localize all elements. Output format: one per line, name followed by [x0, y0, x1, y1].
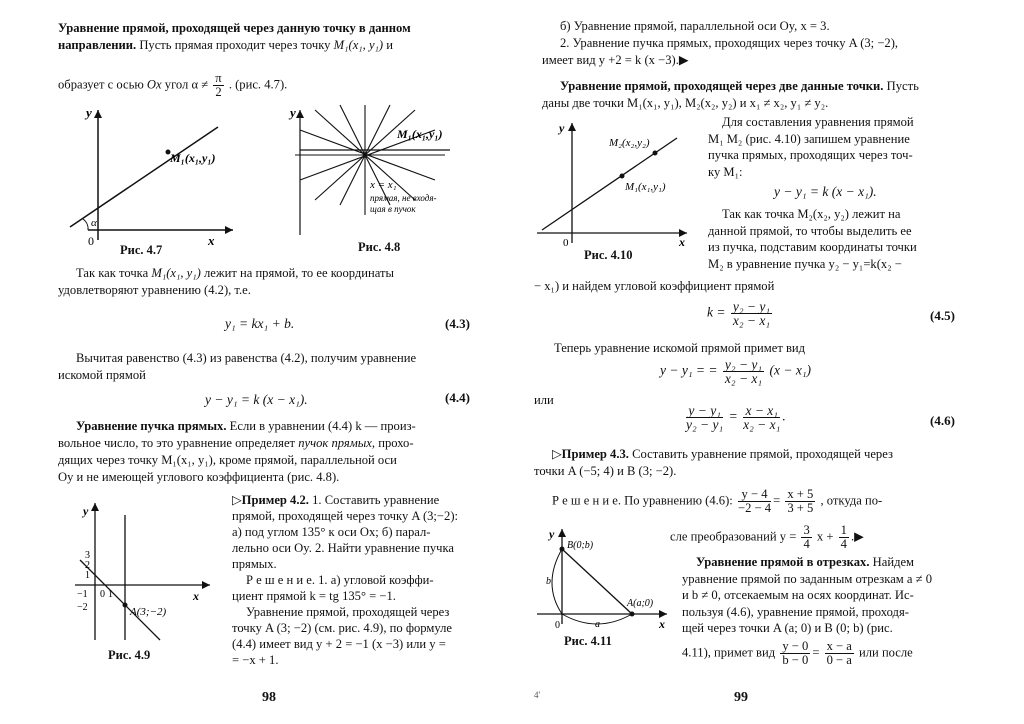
- lhs: y − y₁ = =: [660, 362, 718, 378]
- text: и b ≠ 0, отсекаемым на осях координат. Ис-: [682, 588, 914, 602]
- stray-mark: 4': [534, 690, 541, 700]
- frac-top: y − 4: [738, 488, 771, 502]
- note-line-1: прямая, не входя-: [370, 193, 437, 203]
- text: 2. Уравнение пучка прямых, проходящих через точку A (3; −2),: [560, 36, 899, 50]
- text: Oy и не имеющей углового коэффициента (рис. 4.8).: [58, 470, 340, 484]
- frac-bottom: 3 + 5: [787, 501, 814, 515]
- frac-bottom: x₂ − x₁: [732, 313, 771, 328]
- y-label: y: [559, 121, 565, 135]
- point-label: M₁(x₁, y₁): [151, 266, 201, 280]
- text: уравнение прямой по заданным отрезкам a ≠ 0: [682, 571, 932, 586]
- y-arrow: [568, 123, 576, 131]
- caption-4-10: Рис. 4.10: [584, 248, 633, 262]
- text: Пусть: [886, 79, 919, 93]
- text: б) Уравнение прямой, параллельной оси Oy, x = 3.: [560, 19, 830, 33]
- text: удовлетворяют уравнению (4.2), т.е.: [58, 283, 251, 297]
- fraction-left: [686, 404, 723, 431]
- origin-label: 0: [563, 237, 569, 249]
- text: точки A (−5; 4) и B (3; −2).: [534, 464, 677, 478]
- text: лельно оси Oy. 2. Найти уравнение пучка: [232, 541, 455, 555]
- paragraph-substitute: [708, 206, 964, 272]
- y-arrow: [94, 110, 102, 118]
- word-or: или: [534, 393, 554, 407]
- text: = −x + 1.: [232, 653, 279, 667]
- b-label: b: [546, 576, 551, 587]
- text: из пучка, подставим координаты точки: [708, 240, 917, 254]
- frac-top: x + 5: [787, 487, 814, 501]
- solution-result: [670, 524, 970, 551]
- rhs: (x − x₁): [769, 362, 812, 378]
- equation-number-4-6: (4.6): [930, 413, 955, 428]
- point-a: [123, 603, 128, 608]
- x-label: x: [193, 589, 199, 603]
- paragraph-bundle-m1: [708, 114, 958, 180]
- frac-top: y₂ − y₁: [724, 357, 763, 372]
- paragraph-now: Теперь уравнение искомой прямой примет вид: [554, 341, 806, 355]
- fraction-1: [738, 488, 771, 515]
- caption-4-7: Рис. 4.7: [120, 243, 163, 257]
- equation-number-4-5: (4.5): [930, 308, 955, 323]
- y-arrow: [91, 503, 99, 511]
- angle-arc: [83, 219, 88, 230]
- heading-segments: Уравнение прямой в отрезках.: [696, 555, 870, 569]
- point-label: M₁(x₁,y₁): [397, 127, 443, 141]
- line-ab: [562, 549, 632, 614]
- text: или после: [859, 645, 913, 660]
- text: имеет вид y +2 = k (x −3).▶: [542, 53, 689, 67]
- point-label: M₁(x₁, y₁): [333, 38, 384, 52]
- y-label: y: [83, 504, 89, 518]
- text: и: [386, 38, 394, 52]
- paragraph-segments: [682, 554, 972, 637]
- paragraph-angle: [58, 72, 468, 99]
- frac-bottom: 0 − a: [826, 653, 852, 667]
- frac-top: y − 0: [782, 639, 809, 653]
- line-135: [80, 560, 160, 640]
- note-line-2: щая в пучок: [370, 204, 416, 214]
- x-label: x: [208, 233, 215, 248]
- fraction-right: [743, 404, 780, 431]
- a-point-label: A(a;0): [627, 598, 654, 609]
- text: точку A (3; −2) (см. рис. 4.9), по формуле: [232, 621, 452, 635]
- text: образует с осью: [58, 77, 144, 92]
- figure-4-9: [75, 495, 215, 645]
- text: пользуя (4.6), уравнение прямой, проходя-: [682, 604, 909, 619]
- line: [70, 127, 218, 227]
- text: прямых.: [232, 557, 277, 571]
- point-b: [560, 547, 565, 552]
- text: (4.4) имеет вид y + 2 = −1 (x −3) или y =: [232, 637, 446, 651]
- frac-top: 1: [840, 523, 847, 537]
- text: Пусть прямая проходит через точку: [139, 38, 331, 52]
- frac-bottom: x₂ − x₁: [743, 417, 781, 432]
- equation-4-3: y₁ = kx₁ + b.: [225, 316, 295, 331]
- fraction-3: [801, 524, 811, 551]
- text: .▶: [850, 529, 864, 544]
- point-a-label: A(3;−2): [130, 606, 167, 618]
- equation-4-6: $\frac{\text{y − y₁}}{\text{y₂ − y₁}}$ = $\frac{\text{x − x₁}}{\text{x₂ − x₁}}$ .: [686, 403, 786, 432]
- paragraph-subtract: [58, 350, 478, 384]
- text: даны две точки M₁(x₁, y₁), M₂(x₂, y₂) и x₁ ≠ x₂, y₁ ≠ y₂.: [542, 96, 829, 110]
- text: Составить уравнение прямой, проходящей через: [632, 447, 893, 461]
- tick-minus-1: −1: [77, 589, 88, 600]
- text: ку M₁:: [708, 164, 743, 179]
- tick-1x: 1: [108, 589, 113, 600]
- figure-ref: . (рис. 4.7).: [228, 77, 288, 92]
- fraction: [731, 300, 772, 327]
- tick-1: 1: [85, 570, 90, 581]
- equation-line-form: [660, 358, 811, 385]
- alpha-label: α: [91, 217, 97, 229]
- text: а) под углом 135° к оси Ox; б) парал-: [232, 525, 431, 539]
- text: Так как точка: [76, 266, 149, 280]
- frac-top: 3: [803, 523, 810, 537]
- origin-label: 0: [555, 620, 560, 631]
- text: M₂ в уравнение пучка y₂ − y₁=k(x₂ −: [708, 256, 902, 271]
- paragraph-parallel-oy: [542, 18, 982, 69]
- fraction-6: [825, 640, 854, 667]
- origin-label: 0: [88, 234, 94, 248]
- frac-bottom: 4: [840, 537, 847, 551]
- solution-text: Р е ш е н и е. 1. а) угловой коэффи-: [246, 573, 434, 587]
- heading-two-points: Уравнение прямой, проходящей через две данные точки.: [560, 79, 884, 93]
- caption-4-11: Рис. 4.11: [564, 634, 612, 648]
- example-4-3: [534, 446, 974, 480]
- page-number-left: 98: [262, 690, 276, 705]
- text: Р е ш е н и е. По уравнению (4.6):: [552, 493, 733, 508]
- text: Вычитая равенство (4.3) из равенства (4.2), получим уравнение: [76, 351, 417, 365]
- text: щей через точки A (a; 0) и B (0; b) (рис.: [682, 621, 893, 635]
- equation-bundle-m1: y − y₁ = k (x − x₁).: [774, 184, 877, 199]
- a-label: a: [595, 619, 600, 630]
- text: Если в уравнении (4.4) k — произ-: [229, 419, 416, 433]
- frac-bottom: y₂ − y₁: [686, 417, 724, 432]
- figure-4-11: [537, 524, 677, 634]
- figure-4-7: [58, 105, 238, 255]
- text: M₁ M₂ (рис. 4.10) запишем уравнение: [708, 131, 910, 146]
- equation-number-4-4: (4.4): [445, 390, 470, 405]
- frac-top: π: [215, 71, 222, 85]
- solution-4-3: Р е ш е н и е. По уравнению (4.6): $\frac{y - 4}{-2 - 4}$ = $\frac{x + 5}{3 + 5}$ , откуда по-: [552, 487, 883, 515]
- heading-line-through-point: Уравнение прямой, проходящей через данную точку в данном направлении.: [58, 21, 411, 52]
- caption-4-8: Рис. 4.8: [358, 240, 401, 254]
- y-arrow: [558, 529, 566, 537]
- paragraph-slope: − x₁) и найдем угловой коэффициент прямой: [534, 279, 775, 293]
- pi-over-two: [213, 72, 223, 99]
- vertical-line-label: x = x₁: [370, 179, 397, 191]
- paragraph-line-equation-direction: [58, 20, 468, 54]
- frac-top: x − x₁: [743, 404, 780, 418]
- fraction-2: [785, 488, 815, 515]
- text: данной прямой, то чтобы выделить ее: [708, 223, 912, 238]
- point-m1: [620, 174, 625, 179]
- x-arrow: [202, 581, 210, 589]
- fraction: [723, 358, 764, 385]
- frac-bottom: b − 0: [782, 653, 809, 667]
- point-label: M₁(x₁,y₁): [170, 151, 216, 165]
- heading-line-bundle: Уравнение пучка прямых.: [76, 419, 227, 433]
- text: Уравнение прямой, проходящей через: [246, 605, 450, 619]
- point-a: [630, 612, 635, 617]
- x-label: x: [679, 235, 685, 249]
- right-page: [512, 0, 1024, 724]
- origin-label: 0: [100, 589, 105, 600]
- frac-bottom: 4: [803, 537, 810, 551]
- frac-bottom: x₂ − x₁: [724, 371, 763, 386]
- text: искомой прямой: [58, 368, 146, 382]
- text: , откуда по-: [820, 493, 883, 508]
- figure-4-8: [285, 105, 465, 245]
- text: сле преобразований y =: [670, 529, 797, 544]
- y-arrow: [296, 110, 304, 118]
- point-m2: [653, 151, 658, 156]
- frac-top: y − y₁: [686, 404, 723, 418]
- m1-label: M₁(x₁,y₁): [625, 181, 666, 193]
- x-label: x: [659, 617, 665, 631]
- text: прохо-: [378, 436, 414, 450]
- frac-bottom: 2: [215, 85, 222, 99]
- paragraph-bundle: [58, 418, 478, 486]
- equation-number-4-3: (4.3): [445, 316, 470, 331]
- text: лежит на прямой, то ее координаты: [204, 266, 395, 280]
- x-arrow: [225, 226, 233, 234]
- paragraph-segments-end: 4.11), примет вид $\frac{y - 0}{b - 0}$ = $\frac{x - a}{0 - a}$ или после: [682, 639, 913, 667]
- text: прямой, проходящей через точку A (3;−2):: [232, 509, 459, 523]
- page-number-right: 99: [734, 690, 748, 705]
- text: 4.11), примет вид: [682, 645, 776, 660]
- equation-4-4: y − y₁ = k (x − x₁).: [205, 392, 308, 407]
- tick-2: 2: [85, 560, 90, 571]
- fraction-5: [780, 640, 810, 667]
- tick-3: 3: [85, 550, 90, 561]
- text: дящих через точку M₁(x₁, y₁), кроме прямой, параллельной оси: [58, 453, 397, 467]
- example-heading: ▷Пример 4.3.: [552, 447, 629, 461]
- point-m1: [363, 153, 368, 158]
- paragraph-two-points: [542, 78, 982, 112]
- fraction-4: [839, 524, 849, 551]
- brace-b: [552, 549, 562, 614]
- m2-label: M₂(x₂,y₂): [609, 137, 650, 149]
- text: Для составления уравнения прямой: [722, 115, 914, 129]
- frac-top: y₂ − y₁: [732, 299, 771, 314]
- example-heading: ▷Пример 4.2.: [232, 493, 309, 507]
- y-label: y: [290, 105, 296, 120]
- paragraph-coordinates: [58, 265, 478, 299]
- lhs: k =: [707, 304, 726, 320]
- y-label: y: [86, 105, 92, 120]
- figure-4-10: [537, 118, 697, 248]
- text: Найдем: [872, 555, 915, 569]
- text: x +: [816, 529, 834, 544]
- frac-top: x − a: [826, 639, 852, 653]
- axis-label: Ox: [146, 77, 162, 92]
- example-4-2: [232, 492, 482, 668]
- caption-4-9: Рис. 4.9: [108, 648, 151, 662]
- text: 1. Составить уравнение: [312, 493, 440, 507]
- term-bundle: пучок прямых,: [298, 436, 376, 450]
- tick-minus-2: −2: [77, 602, 88, 613]
- y-label: y: [549, 527, 555, 541]
- text: угол α ≠: [164, 77, 209, 92]
- frac-bottom: −2 − 4: [737, 501, 772, 515]
- text: пучка прямых, проходящих через точ-: [708, 148, 913, 162]
- text: Так как точка M₂(x₂, y₂) лежит на: [722, 207, 901, 221]
- text: циент прямой k = tg 135° = −1.: [232, 589, 396, 603]
- text: вольное число, то это уравнение определяет: [58, 436, 296, 450]
- b-point-label: B(0;b): [567, 540, 594, 551]
- equation-4-5: [707, 300, 774, 327]
